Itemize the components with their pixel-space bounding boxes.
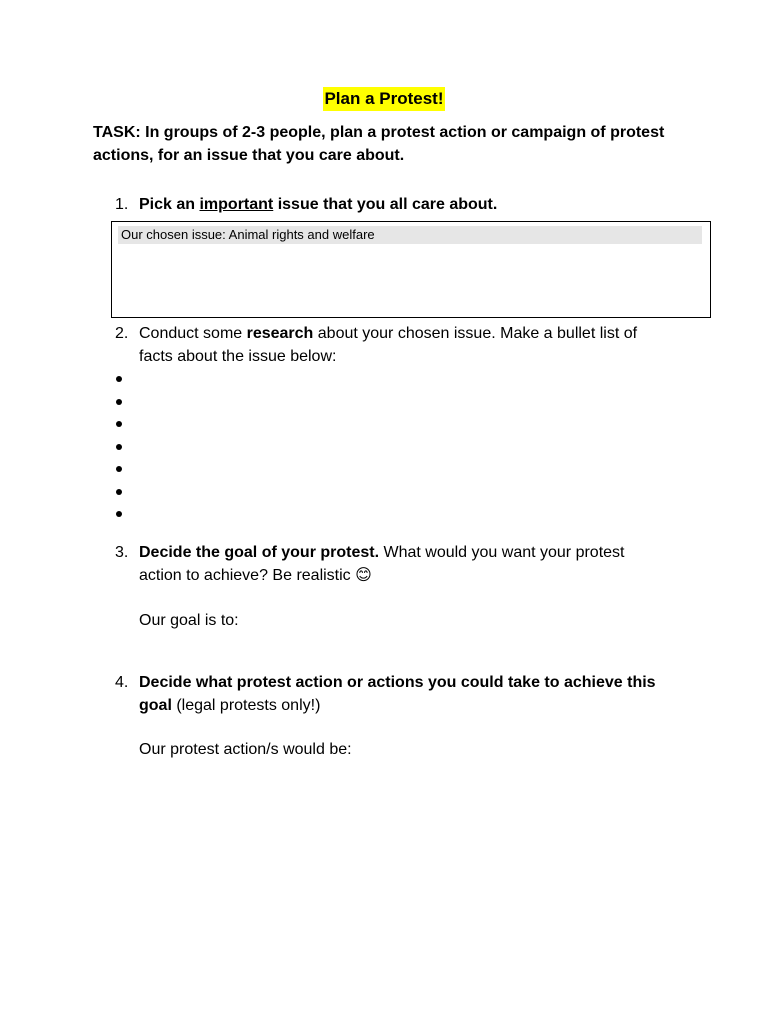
- protest-actions-answer-label: Our protest action/s would be:: [139, 741, 352, 758]
- step-2-text-b: about your chosen issue. Make a bullet list of facts about the issue below:: [139, 325, 638, 365]
- title-row: [0, 87, 768, 112]
- step-4-bold: Decide what protest action or actions you could take to achieve this goal: [139, 674, 656, 714]
- step-1-text-a: Pick an: [139, 196, 200, 213]
- step-2-number: 2.: [115, 325, 129, 342]
- step-4-number: 4.: [115, 674, 129, 691]
- step-3-number: 3.: [115, 544, 129, 561]
- step-3-text: [139, 542, 659, 587]
- bullet-dot: [116, 466, 122, 472]
- step-4-text: [139, 672, 659, 717]
- step-2-text: [139, 323, 659, 368]
- step-1-text: [139, 194, 659, 217]
- page-title: Plan a Protest!: [323, 87, 444, 111]
- bullet-dot: [116, 376, 122, 382]
- step-1-text-b: issue that you all care about.: [273, 196, 498, 213]
- issue-box: [111, 221, 711, 318]
- goal-answer-label: Our goal is to:: [139, 612, 239, 629]
- bullet-dot: [116, 399, 122, 405]
- task-instructions: TASK: In groups of 2-3 people, plan a protest action or campaign of protest actions, for an issue that you care about.: [93, 124, 665, 164]
- step-2-bold: research: [246, 325, 314, 342]
- step-4-text-b: (legal protests only!): [171, 696, 321, 714]
- bullet-dot: [116, 489, 122, 495]
- bullet-dot: [116, 444, 122, 450]
- step-1-number: 1.: [115, 196, 129, 213]
- step-1-underlined: important: [199, 196, 274, 213]
- step-3-text-b: What would you want your protest action to achieve? Be realistic 😊: [139, 544, 625, 584]
- step-3-bold: Decide the goal of your protest.: [139, 544, 380, 561]
- bullet-dot: [116, 511, 122, 517]
- chosen-issue-field[interactable]: Our chosen issue: Animal rights and welfare: [118, 226, 702, 244]
- step-2-text-a: Conduct some: [139, 325, 247, 342]
- bullet-dot: [116, 421, 122, 427]
